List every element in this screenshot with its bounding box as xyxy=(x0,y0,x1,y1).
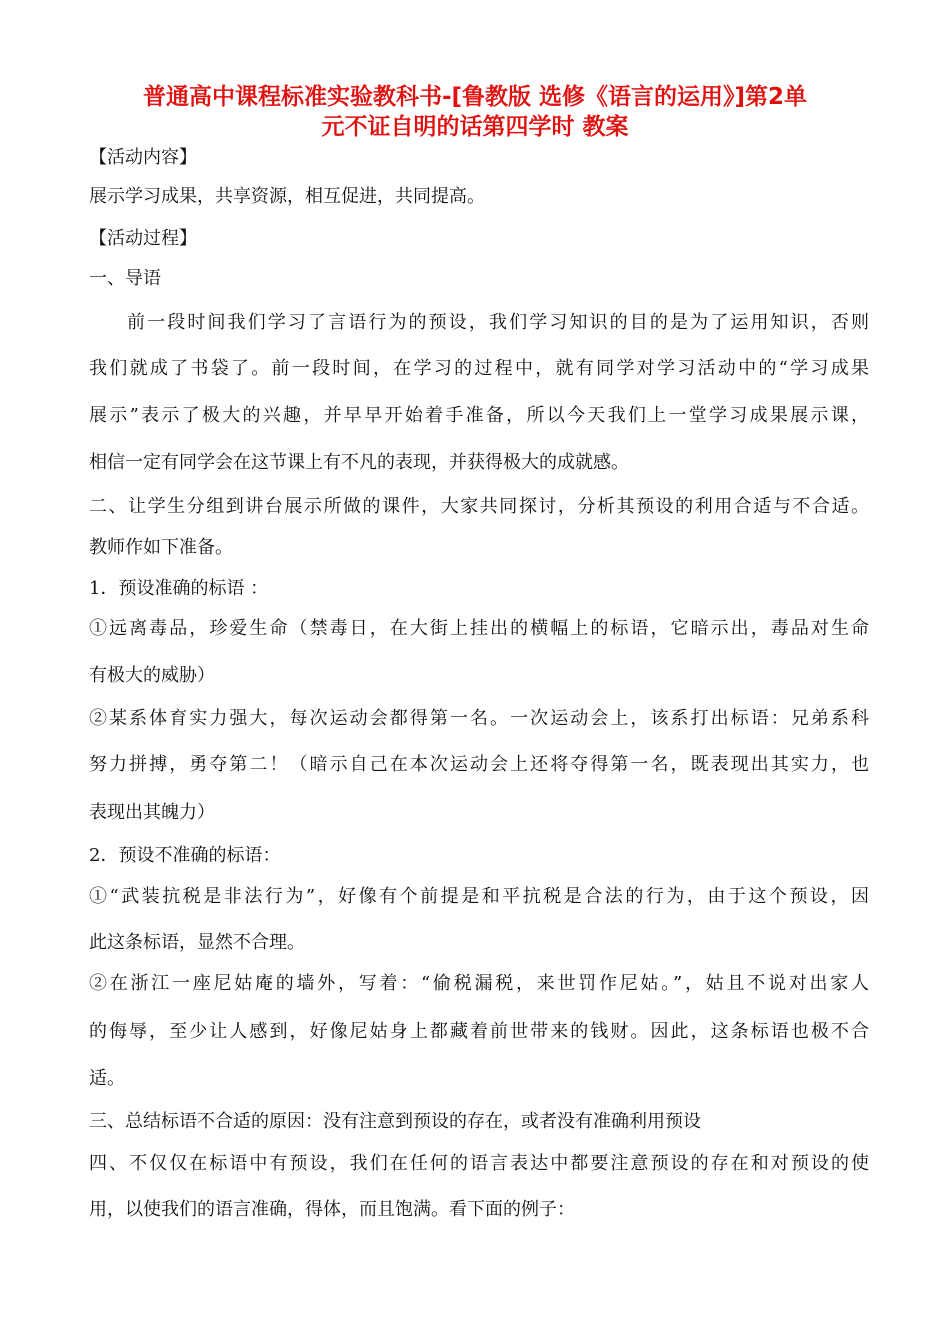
list-item-continuation: 表现出其魄力） xyxy=(89,802,215,823)
list-item: ①“武装抗税是非法行为”，好像有个前提是和平抗税是合法的行为，由于这个预设，因 xyxy=(89,886,869,907)
document-title xyxy=(80,82,870,142)
list-item-continuation: 努力拼搏，勇夺第二！（暗示自己在本次运动会上还将夺得第一名，既表现出其实力，也 xyxy=(89,754,869,775)
list-item-continuation: 此这条标语，显然不合理。 xyxy=(89,932,305,953)
paragraph-line: 教师作如下准备。 xyxy=(89,537,233,558)
paragraph-line: 展示”表示了极大的兴趣，并早早开始着手准备，所以今天我们上一堂学习成果展示课， xyxy=(89,405,869,426)
paragraph-line: 前一段时间我们学习了言语行为的预设，我们学习知识的目的是为了运用知识，否则 xyxy=(127,312,869,333)
list-item: ②在浙江一座尼姑庵的墙外，写着：“偷税漏税，来世罚作尼姑。”，姑且不说对出家人 xyxy=(89,973,869,994)
subheading-accurate-slogans: 1．预设准确的标语 ： xyxy=(89,578,269,599)
section-heading-activity-process: 【活动过程】 xyxy=(89,228,197,249)
paragraph-line: 展示学习成果，共享资源，相互促进，共同提高。 xyxy=(89,186,485,207)
paragraph-line: 用，以使我们的语言准确，得体，而且饱满。看下面的例子： xyxy=(89,1199,575,1220)
list-item: ②某系体育实力强大，每次运动会都得第一名。一次运动会上，该系打出标语：兄弟系科 xyxy=(89,708,869,729)
paragraph-line: 相信一定有同学会在这节课上有不凡的表现，并获得极大的成就感。 xyxy=(89,452,629,473)
list-item-continuation: 适。 xyxy=(89,1068,125,1089)
paragraph-line: 我们就成了书袋了。前一段时间，在学习的过程中，就有同学对学习活动中的“学习成果 xyxy=(89,358,869,379)
section-heading-intro: 一、导语 xyxy=(89,268,161,289)
section-heading-part-two: 二、让学生分组到讲台展示所做的课件，大家共同探讨，分析其预设的利用合适与不合适。 xyxy=(89,496,869,517)
list-item-continuation: 的侮辱，至少让人感到，好像尼姑身上都藏着前世带来的钱财。因此，这条标语也极不合 xyxy=(89,1021,869,1042)
title-line-2: 元不证自明的话第四学时 教案 xyxy=(321,114,629,140)
list-item: ①远离毒品，珍爱生命（禁毒日，在大街上挂出的横幅上的标语，它暗示出，毒品对生命 xyxy=(89,618,869,639)
section-heading-part-three: 三、总结标语不合适的原因：没有注意到预设的存在，或者没有准确利用预设 xyxy=(89,1111,701,1132)
title-line-1: 普通高中课程标准实验教科书-[鲁教版 选修《语言的运用》]第2单 xyxy=(142,84,808,110)
subheading-inaccurate-slogans: 2．预设不准确的标语： xyxy=(89,845,281,866)
list-item-continuation: 有极大的威胁） xyxy=(89,665,215,686)
section-heading-activity-content: 【活动内容】 xyxy=(89,147,197,168)
section-heading-part-four: 四、不仅仅在标语中有预设，我们在任何的语言表达中都要注意预设的存在和对预设的使 xyxy=(89,1153,869,1174)
